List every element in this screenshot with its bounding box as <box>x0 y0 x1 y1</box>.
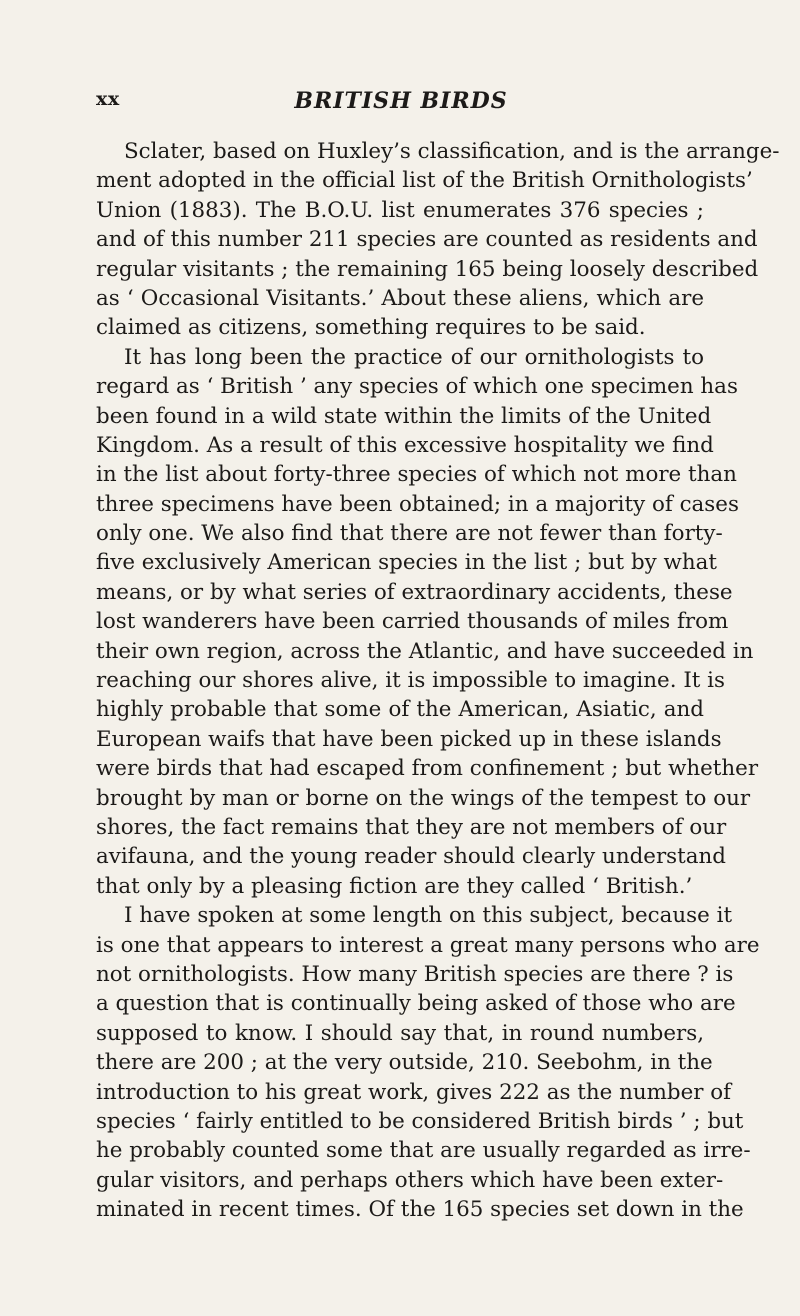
text-line: means, or by what series of extraordinary accidents, these <box>96 579 733 605</box>
text-line: minated in recent times. Of the 165 species set down in the <box>96 1197 744 1223</box>
text-line: I have spoken at some length on this subject, because it <box>124 903 733 929</box>
text-line: and of this number 211 species are counted as residents and <box>96 227 758 253</box>
text-line: Union (1883). The B.O.U. list enumerates 376 species ; <box>96 197 704 223</box>
text-line: gular visitors, and perhaps others which have been exter- <box>96 1167 724 1193</box>
text-line: their own region, across the Atlantic, and have succeeded in <box>96 638 754 664</box>
text-line: not ornithologists. How many British species are there ? is <box>96 961 734 987</box>
text-line: in the list about forty-three species of which not more than <box>96 462 737 488</box>
text-line: a question that is continually being asked of those who are <box>96 991 736 1017</box>
text-line: there are 200 ; at the very outside, 210. Seebohm, in the <box>96 1050 713 1076</box>
text-line: brought by man or borne on the wings of the tempest to our <box>96 785 751 811</box>
text-line: he probably counted some that are usually regarded as irre- <box>96 1138 751 1164</box>
text-line: highly probable that some of the American, Asiatic, and <box>96 697 704 723</box>
text-line: regard as ‘ British ’ any species of which one specimen has <box>96 374 738 400</box>
text-line: ment adopted in the official list of the British Ornithologists’ <box>96 168 753 194</box>
running-title: BRITISH BIRDS <box>294 88 508 114</box>
text-line: European waifs that have been picked up in these islands <box>96 726 722 752</box>
text-line: It has long been the practice of our ornithologists to <box>124 344 704 370</box>
body-text <box>96 137 780 1224</box>
text-line: only one. We also find that there are not fewer than forty- <box>96 521 723 547</box>
text-line: shores, the fact remains that they are not members of our <box>96 814 727 840</box>
text-line: been found in a wild state within the limits of the United <box>96 403 712 429</box>
text-line: is one that appears to interest a great many persons who are <box>96 932 760 958</box>
text-line: species ‘ fairly entitled to be considered British birds ’ ; but <box>96 1108 744 1134</box>
text-line: Sclater, based on Huxley’s classification, and is the arrange- <box>124 139 780 164</box>
text-line: regular visitants ; the remaining 165 being loosely described <box>96 256 759 282</box>
text-line: lost wanderers have been carried thousands of miles from <box>96 609 729 635</box>
text-line: avifauna, and the young reader should clearly understand <box>96 844 726 870</box>
text-line: supposed to know. I should say that, in round numbers, <box>96 1020 704 1046</box>
text-line: claimed as citizens, something requires to be said. <box>96 315 646 341</box>
text-line: five exclusively American species in the list ; but by what <box>96 550 717 576</box>
text-line: Kingdom. As a result of this excessive hospitality we find <box>96 432 714 458</box>
text-line: that only by a pleasing fiction are they called ‘ British.’ <box>96 873 693 899</box>
text-line: were birds that had escaped from confinement ; but whether <box>96 756 759 782</box>
text-line: as ‘ Occasional Visitants.’ About these aliens, which are <box>96 285 704 311</box>
text-line: reaching our shores alive, it is impossible to imagine. It is <box>96 668 725 694</box>
text-line: three specimens have been obtained; in a majority of cases <box>96 491 739 517</box>
text-line: introduction to his great work, gives 222 as the number of <box>96 1079 732 1105</box>
page-header <box>96 88 706 118</box>
page-number: xx <box>96 88 120 110</box>
